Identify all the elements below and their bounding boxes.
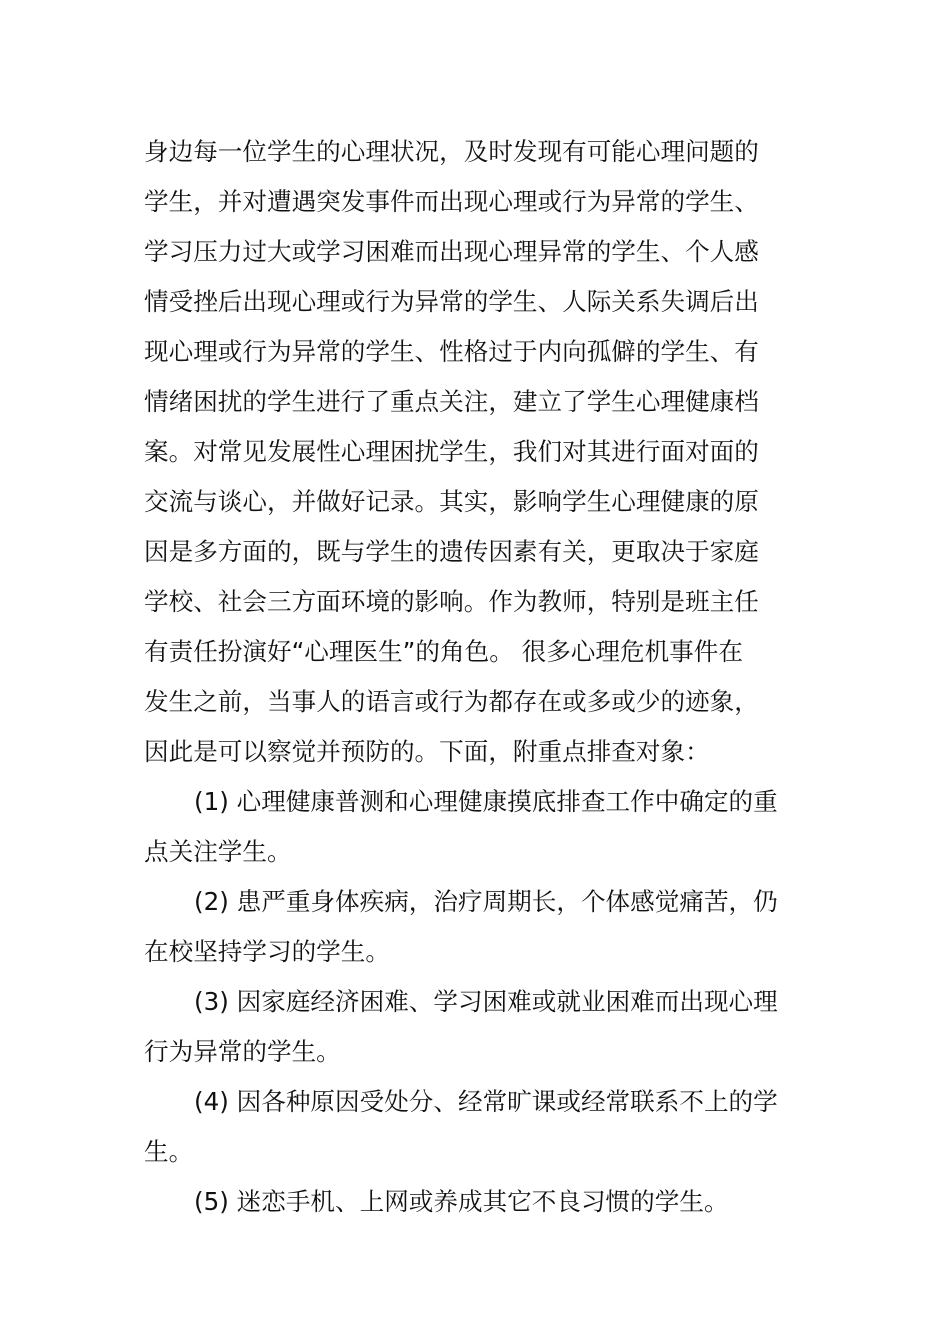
list-item-3: (3) 因家庭经济困难、学习困难或就业困难而出现心理 <box>194 987 778 1016</box>
text-line: 发生之前，当事人的语言或行为都存在或多或少的迹象， <box>144 687 759 716</box>
text-line: 学习压力过大或学习困难而出现心理异常的学生、个人感 <box>144 237 759 266</box>
text-line: 有责任扮演好“心理医生”的角色。 很多心理危机事件在 <box>144 637 743 666</box>
text-line: 在校坚持学习的学生。 <box>144 937 390 966</box>
text-line: 身边每一位学生的心理状况，及时发现有可能心理问题的 <box>144 137 759 166</box>
text-line: 情受挫后出现心理或行为异常的学生、人际关系失调后出 <box>144 287 759 316</box>
text-line: 因是多方面的，既与学生的遗传因素有关，更取决于家庭 <box>144 537 759 566</box>
list-item-5: (5) 迷恋手机、上网或养成其它不良习惯的学生。 <box>194 1187 729 1216</box>
text-line: 学生，并对遭遇突发事件而出现心理或行为异常的学生、 <box>144 187 759 216</box>
text-line: 行为异常的学生。 <box>144 1037 341 1066</box>
list-item-2: (2) 患严重身体疾病，治疗周期长，个体感觉痛苦，仍 <box>194 887 778 916</box>
text-line: 点关注学生。 <box>144 837 292 866</box>
text-line: 现心理或行为异常的学生、性格过于内向孤僻的学生、有 <box>144 337 759 366</box>
text-line: 学校、社会三方面环境的影响。作为教师，特别是班主任 <box>144 587 759 616</box>
list-item-4: (4) 因各种原因受处分、经常旷课或经常联系不上的学 <box>194 1087 778 1116</box>
text-line: 情绪困扰的学生进行了重点关注，建立了学生心理健康档 <box>144 387 759 416</box>
body-text <box>144 127 816 1227</box>
text-line: 生。 <box>144 1137 194 1166</box>
text-line: 因此是可以察觉并预防的。下面，附重点排查对象： <box>144 737 710 766</box>
text-line: 案。对常见发展性心理困扰学生，我们对其进行面对面的 <box>144 437 759 466</box>
list-item-1: (1) 心理健康普测和心理健康摸底排查工作中确定的重 <box>194 787 778 816</box>
text-line: 交流与谈心，并做好记录。其实，影响学生心理健康的原 <box>144 487 759 516</box>
